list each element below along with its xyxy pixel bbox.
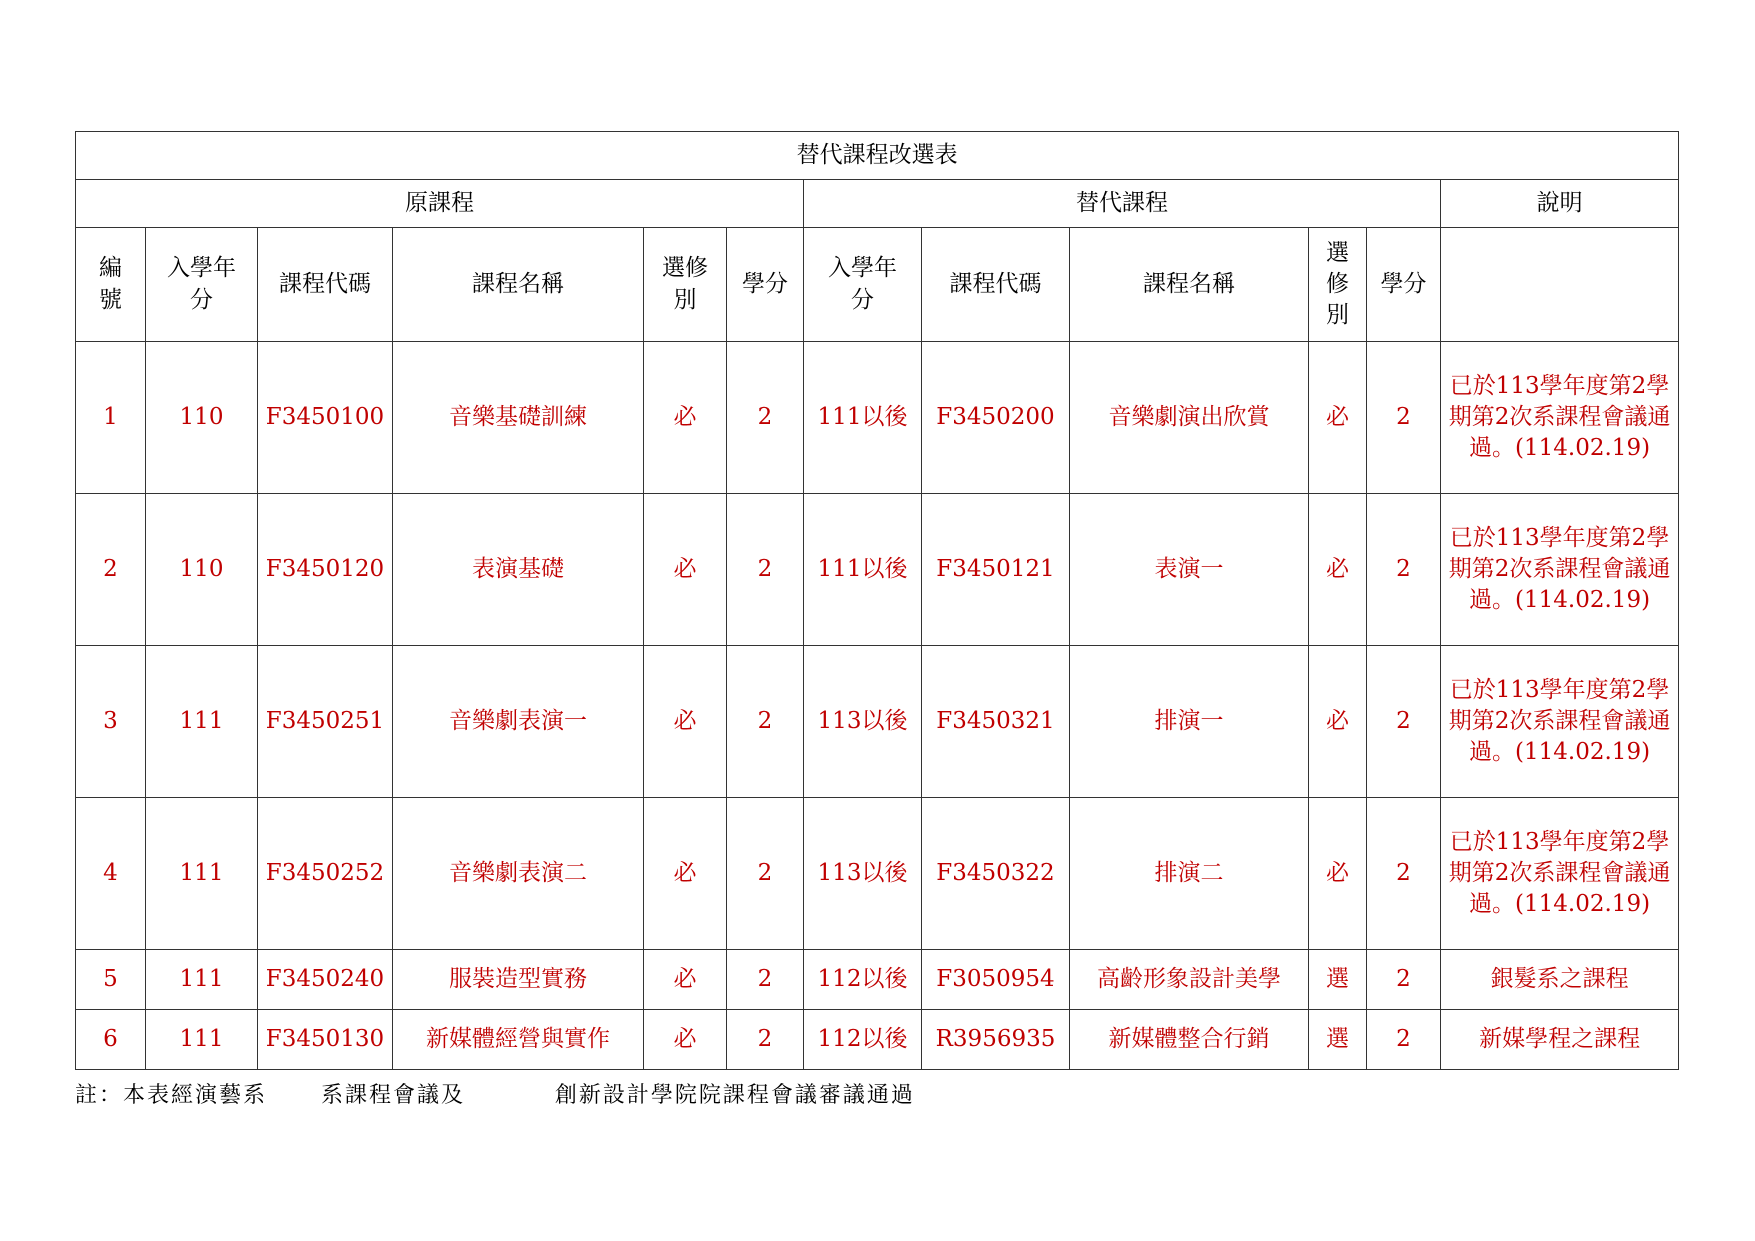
cell-name: 表演基礎: [393, 494, 644, 646]
cell-note: 銀髮系之課程: [1441, 950, 1679, 1010]
table-row: [76, 494, 1679, 646]
table-row: [76, 342, 1679, 494]
cell-r-type: 必: [1309, 342, 1367, 494]
cell-code: F3450240: [258, 950, 393, 1010]
col-r-name: 課程名稱: [1070, 228, 1309, 342]
cell-type: 必: [644, 1010, 727, 1070]
cell-r-credits: 2: [1367, 798, 1441, 950]
cell-name: 新媒體經營與實作: [393, 1010, 644, 1070]
footnote: 註：本表經演藝系 系課程會議及 創新設計學院院課程會議審議通過: [75, 1083, 915, 1108]
cell-r-credits: 2: [1367, 342, 1441, 494]
cell-year: 111: [146, 950, 258, 1010]
cell-r-type: 必: [1309, 646, 1367, 798]
cell-r-code: F3450200: [922, 342, 1070, 494]
cell-year: 110: [146, 494, 258, 646]
cell-r-credits: 2: [1367, 494, 1441, 646]
cell-credits: 2: [727, 1010, 804, 1070]
cell-r-code: R3956935: [922, 1010, 1070, 1070]
cell-code: F3450100: [258, 342, 393, 494]
cell-r-credits: 2: [1367, 950, 1441, 1010]
cell-credits: 2: [727, 950, 804, 1010]
cell-r-credits: 2: [1367, 646, 1441, 798]
cell-type: 必: [644, 950, 727, 1010]
cell-credits: 2: [727, 646, 804, 798]
cell-type: 必: [644, 798, 727, 950]
cell-r-name: 高齡形象設計美學: [1070, 950, 1309, 1010]
course-substitution-table: [75, 131, 1679, 1070]
replacement-course-header: 替代課程: [804, 180, 1441, 228]
cell-r-year: 113以後: [804, 798, 922, 950]
cell-r-year: 112以後: [804, 950, 922, 1010]
table-row: [76, 798, 1679, 950]
cell-r-code: F3450321: [922, 646, 1070, 798]
cell-name: 音樂劇表演二: [393, 798, 644, 950]
cell-r-type: 選: [1309, 950, 1367, 1010]
table-row: [76, 1010, 1679, 1070]
col-year: 入學年 分: [146, 228, 258, 342]
cell-credits: 2: [727, 342, 804, 494]
column-header-row: [76, 228, 1679, 342]
col-r-credits: 學分: [1367, 228, 1441, 342]
cell-code: F3450130: [258, 1010, 393, 1070]
col-r-code: 課程代碼: [922, 228, 1070, 342]
cell-year: 111: [146, 1010, 258, 1070]
cell-year: 111: [146, 798, 258, 950]
cell-r-code: F3050954: [922, 950, 1070, 1010]
cell-name: 音樂基礎訓練: [393, 342, 644, 494]
cell-r-name: 排演一: [1070, 646, 1309, 798]
col-no: 編 號: [76, 228, 146, 342]
col-note: [1441, 228, 1679, 342]
cell-no: 1: [76, 342, 146, 494]
cell-r-name: 新媒體整合行銷: [1070, 1010, 1309, 1070]
cell-r-name: 排演二: [1070, 798, 1309, 950]
cell-type: 必: [644, 646, 727, 798]
cell-r-year: 111以後: [804, 342, 922, 494]
cell-credits: 2: [727, 798, 804, 950]
cell-note: 已於113學年度第2學期第2次系課程會議通過。(114.02.19): [1441, 494, 1679, 646]
cell-note: 新媒學程之課程: [1441, 1010, 1679, 1070]
cell-r-name: 音樂劇演出欣賞: [1070, 342, 1309, 494]
col-credits: 學分: [727, 228, 804, 342]
col-type: 選修 別: [644, 228, 727, 342]
cell-note: 已於113學年度第2學期第2次系課程會議通過。(114.02.19): [1441, 798, 1679, 950]
cell-note: 已於113學年度第2學期第2次系課程會議通過。(114.02.19): [1441, 646, 1679, 798]
cell-code: F3450252: [258, 798, 393, 950]
cell-r-credits: 2: [1367, 1010, 1441, 1070]
cell-note: 已於113學年度第2學期第2次系課程會議通過。(114.02.19): [1441, 342, 1679, 494]
cell-type: 必: [644, 494, 727, 646]
cell-year: 111: [146, 646, 258, 798]
table-row: [76, 950, 1679, 1010]
cell-type: 必: [644, 342, 727, 494]
cell-r-type: 必: [1309, 494, 1367, 646]
cell-no: 6: [76, 1010, 146, 1070]
table-title: 替代課程改選表: [76, 132, 1679, 180]
cell-no: 4: [76, 798, 146, 950]
cell-no: 5: [76, 950, 146, 1010]
original-course-header: 原課程: [76, 180, 804, 228]
cell-year: 110: [146, 342, 258, 494]
cell-no: 3: [76, 646, 146, 798]
col-r-type: 選 修 別: [1309, 228, 1367, 342]
cell-r-year: 111以後: [804, 494, 922, 646]
cell-name: 音樂劇表演一: [393, 646, 644, 798]
col-r-year: 入學年 分: [804, 228, 922, 342]
cell-r-year: 113以後: [804, 646, 922, 798]
cell-r-code: F3450322: [922, 798, 1070, 950]
cell-r-name: 表演一: [1070, 494, 1309, 646]
cell-no: 2: [76, 494, 146, 646]
cell-r-year: 112以後: [804, 1010, 922, 1070]
description-header: 說明: [1441, 180, 1679, 228]
col-name: 課程名稱: [393, 228, 644, 342]
col-code: 課程代碼: [258, 228, 393, 342]
cell-code: F3450120: [258, 494, 393, 646]
cell-r-code: F3450121: [922, 494, 1070, 646]
cell-name: 服裝造型實務: [393, 950, 644, 1010]
cell-r-type: 必: [1309, 798, 1367, 950]
cell-r-type: 選: [1309, 1010, 1367, 1070]
table-row: [76, 646, 1679, 798]
cell-code: F3450251: [258, 646, 393, 798]
cell-credits: 2: [727, 494, 804, 646]
